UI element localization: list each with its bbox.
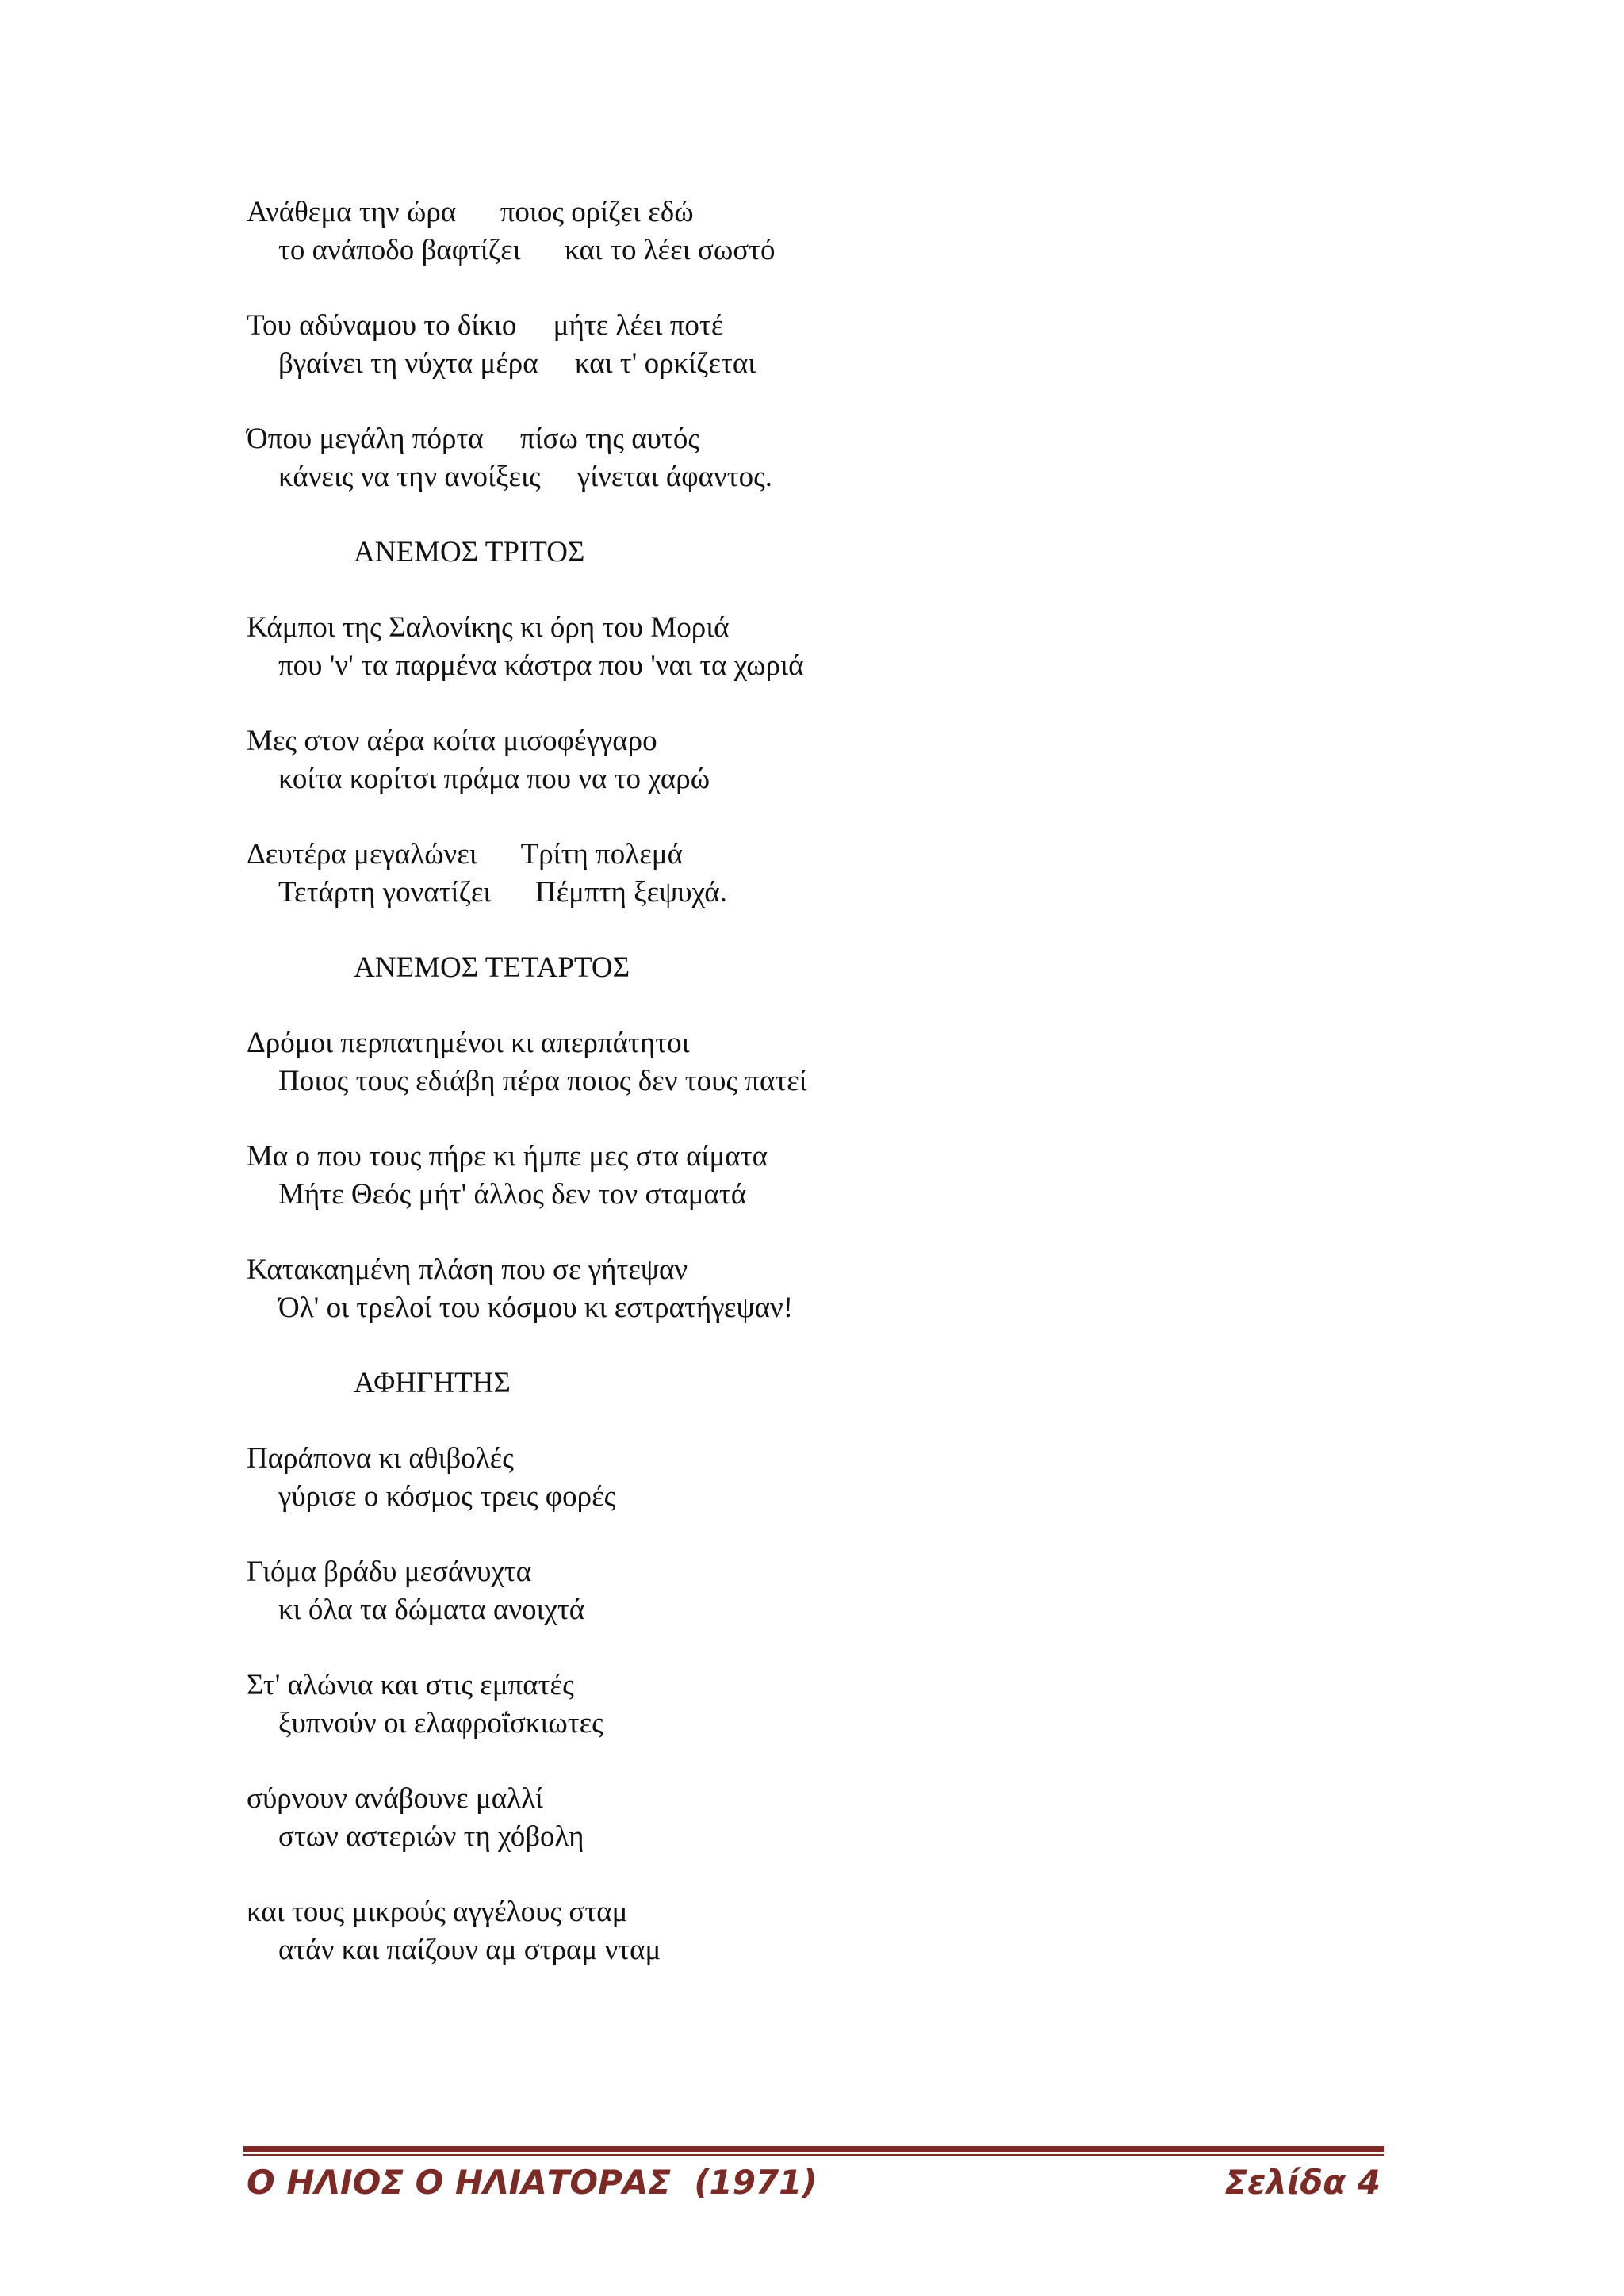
verse-line: ξυπνούν οι ελαφροΐσκιωτες: [278, 1707, 603, 1739]
stanza: [247, 1780, 1396, 1856]
verse-line: Γιόμα βράδυ μεσάνυχτα: [247, 1556, 532, 1588]
verse-line: κι όλα τα δώματα ανοιχτά: [278, 1594, 585, 1626]
stanza: [247, 307, 1396, 383]
verse-line: Μήτε Θεός μήτ' άλλος δεν τον σταματά: [278, 1178, 747, 1211]
stanza: [247, 1893, 1396, 1969]
verse-line: σύρνουν ανάβουνε μαλλί: [247, 1782, 543, 1815]
stanza: [247, 1440, 1396, 1516]
section-part4: [247, 1440, 1396, 1969]
verse-line: Όλ' οι τρελοί του κόσμου κι εστρατήγεψαν!: [278, 1292, 794, 1324]
verse-line: το ανάποδο βαφτίζει και το λέει σωστό: [278, 234, 776, 266]
stanza: [247, 1553, 1396, 1629]
verse-line: Κατακαημένη πλάση που σε γήτεψαν: [247, 1253, 688, 1286]
stanza: [247, 1024, 1396, 1100]
stanza: [247, 609, 1396, 685]
verse-line: Κάμποι της Σαλονίκης κι όρη του Μοριά: [247, 611, 730, 644]
stanza: [247, 836, 1396, 912]
verse-line: κοίτα κορίτσι πράμα που να το χαρώ: [278, 763, 710, 795]
section-part1: [247, 193, 1396, 496]
stanza: [247, 1138, 1396, 1214]
section-heading: ΑΝΕΜΟΣ ΤΕΤΑΡΤΟΣ: [354, 951, 630, 984]
section-part2: [247, 609, 1396, 912]
section-heading: ΑΦΗΓΗΤΗΣ: [354, 1367, 511, 1399]
verse-line: και τους μικρούς αγγέλους σταμ: [247, 1896, 628, 1928]
verse-line: στων αστεριών τη χόβολη: [278, 1820, 584, 1853]
verse-line: Στ' αλώνια και στις εμπατές: [247, 1669, 574, 1701]
verse-line: Δευτέρα μεγαλώνει Τρίτη πολεμά: [247, 838, 683, 871]
section-part3: [247, 1024, 1396, 1327]
page-number: Σελίδα 4: [1224, 2163, 1381, 2202]
verse-line: που 'ν' τα παρμένα κάστρα που 'ναι τα χωριά: [278, 649, 804, 682]
verse-line: Ποιος τους εδιάβη πέρα ποιος δεν τους πατεί: [278, 1065, 807, 1097]
verse-line: Παράπονα κι αθιβολές: [247, 1442, 514, 1475]
verse-line: Του αδύναμου το δίκιο μήτε λέει ποτέ: [247, 309, 724, 342]
verse-line: Μες στον αέρα κοίτα μισοφέγγαρο: [247, 725, 657, 757]
verse-line: Όπου μεγάλη πόρτα πίσω της αυτός: [247, 423, 699, 455]
footer-divider: [243, 2146, 1384, 2152]
verse-line: γύρισε ο κόσμος τρεις φορές: [278, 1480, 616, 1513]
stanza: [247, 420, 1396, 496]
verse-line: Μα ο που τους πήρε κι ήμπε μες στα αίματα: [247, 1140, 768, 1173]
footer-divider-thin: [243, 2154, 1384, 2156]
footer-title: Ο ΗΛΙΟΣ Ο ΗΛΙΑΤΟΡΑΣ (1971): [247, 2163, 818, 2202]
stanza: [247, 1251, 1396, 1327]
verse-line: βγαίνει τη νύχτα μέρα και τ' ορκίζεται: [278, 347, 756, 380]
verse-line: ατάν και παίζουν αμ στραμ νταμ: [278, 1934, 661, 1966]
section-heading: ΑΝΕΜΟΣ ΤΡΙΤΟΣ: [354, 536, 585, 568]
page-footer: [247, 2159, 1384, 2206]
verse-line: Τετάρτη γονατίζει Πέμπτη ξεψυχά.: [278, 876, 727, 909]
poem-body: [247, 193, 1396, 2007]
stanza: [247, 1667, 1396, 1743]
stanza: [247, 722, 1396, 798]
verse-line: Δρόμοι περπατημένοι κι απερπάτητοι: [247, 1027, 690, 1059]
verse-line: κάνεις να την ανοίξεις γίνεται άφαντος.: [278, 461, 773, 493]
verse-line: Ανάθεμα την ώρα ποιος ορίζει εδώ: [247, 196, 694, 228]
stanza: [247, 193, 1396, 270]
